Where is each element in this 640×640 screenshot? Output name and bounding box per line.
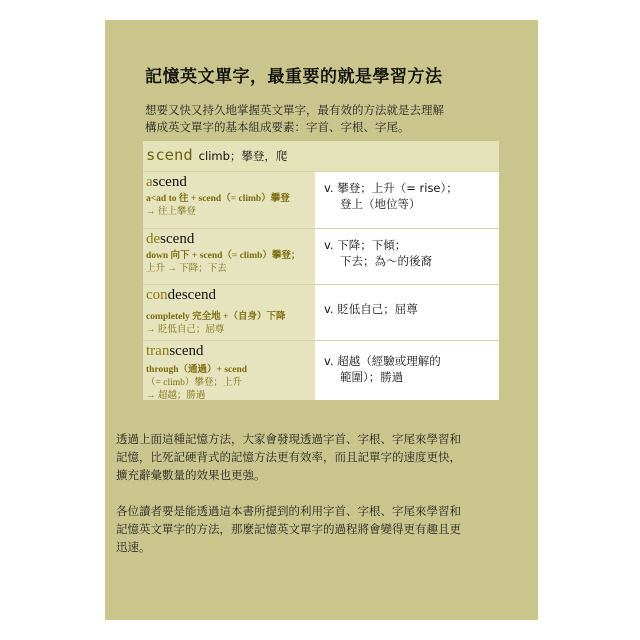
word-cell	[143, 285, 315, 340]
table-row	[143, 228, 499, 284]
body-paragraph	[116, 502, 521, 556]
etymology-line: down 向下 + scend（= climb）攀登；	[146, 251, 301, 261]
vocab-table	[143, 141, 499, 400]
intro-paragraph	[145, 102, 505, 136]
definition-line: v. 下降；下傾；	[324, 238, 407, 252]
definition-cell	[315, 229, 499, 284]
body-line: 迅速。	[116, 540, 151, 554]
body-text	[116, 430, 521, 574]
body-paragraph	[116, 430, 521, 484]
table-row	[143, 171, 499, 228]
body-line: 擴充辭彙數量的效果也更強。	[116, 468, 266, 482]
etymology	[146, 364, 315, 403]
etymology-line: a<ad to 往 + scend（= climb）攀登	[146, 194, 290, 204]
definition-cell	[315, 172, 499, 228]
definition-line: 範圍）；勝過	[340, 370, 404, 384]
etymology-line: 上升 → 下降；下去	[146, 264, 227, 274]
etymology	[146, 250, 315, 276]
book-page	[105, 20, 538, 620]
definition-line: 登上（地位等）	[340, 197, 421, 211]
definition-cell	[315, 341, 499, 400]
body-line: 各位讀者要是能透過這本書所提到的利用字首、字根、字尾來學習和	[116, 504, 461, 518]
word-prefix: de	[146, 231, 161, 247]
intro-line: 構成英文單字的基本組成要素：字首、字根、字尾。	[145, 120, 410, 134]
intro-line: 想要又快又持久地掌握英文單字，最有效的方法就是去理解	[145, 103, 444, 117]
word-cell	[143, 229, 315, 284]
etymology-line: → 往上攀登	[146, 207, 196, 217]
definition-line: 下去；為～的後裔	[340, 254, 432, 268]
etymology-line: → 超越；勝過	[146, 391, 206, 401]
word-cell	[143, 341, 315, 400]
word-root: scend	[152, 174, 187, 190]
vocab-word	[146, 230, 315, 249]
word-prefix: a	[146, 174, 153, 190]
vocab-word	[146, 286, 315, 305]
word-cell	[143, 172, 315, 228]
table-header	[143, 141, 499, 171]
page-title: 記憶英文單字，最重要的就是學習方法	[145, 67, 443, 87]
word-prefix: con	[146, 287, 168, 303]
etymology-line: → 貶低自己；屈尊	[146, 325, 225, 335]
etymology-line: completely 完全地 +（自身）下降	[146, 312, 286, 322]
table-row	[143, 284, 499, 340]
etymology-line: （= climb）攀登；上升	[146, 378, 242, 388]
body-line: 透過上面這種記憶方法，大家會發現透過字首、字根、字尾來學習和	[116, 432, 461, 446]
word-root: scend	[169, 343, 204, 359]
definition-line: v. 貶低自己；屈尊	[324, 302, 418, 316]
etymology-line: through（通過）+ scend	[146, 365, 248, 375]
body-line: 記憶，比死記硬背式的記憶方法更有效率，而且記單字的速度更快，	[116, 450, 461, 464]
root-definition: climb；攀登，爬	[198, 149, 288, 163]
definition-line: v. 超越（經驗或理解的	[324, 354, 441, 368]
etymology	[146, 311, 315, 337]
definition-line: v. 攀登；上升（= rise）；	[324, 181, 458, 195]
word-prefix: tran	[146, 343, 170, 359]
vocab-word	[146, 342, 315, 361]
definition-cell	[315, 285, 499, 340]
vocab-word	[146, 173, 315, 192]
table-row	[143, 340, 499, 400]
word-root: scend	[160, 231, 195, 247]
word-root: descend	[167, 287, 216, 303]
root-word: scend	[146, 146, 193, 164]
body-line: 記憶英文單字的方法，那麼記憶英文單字的過程將會變得更有趣且更	[116, 522, 461, 536]
etymology	[146, 193, 315, 219]
